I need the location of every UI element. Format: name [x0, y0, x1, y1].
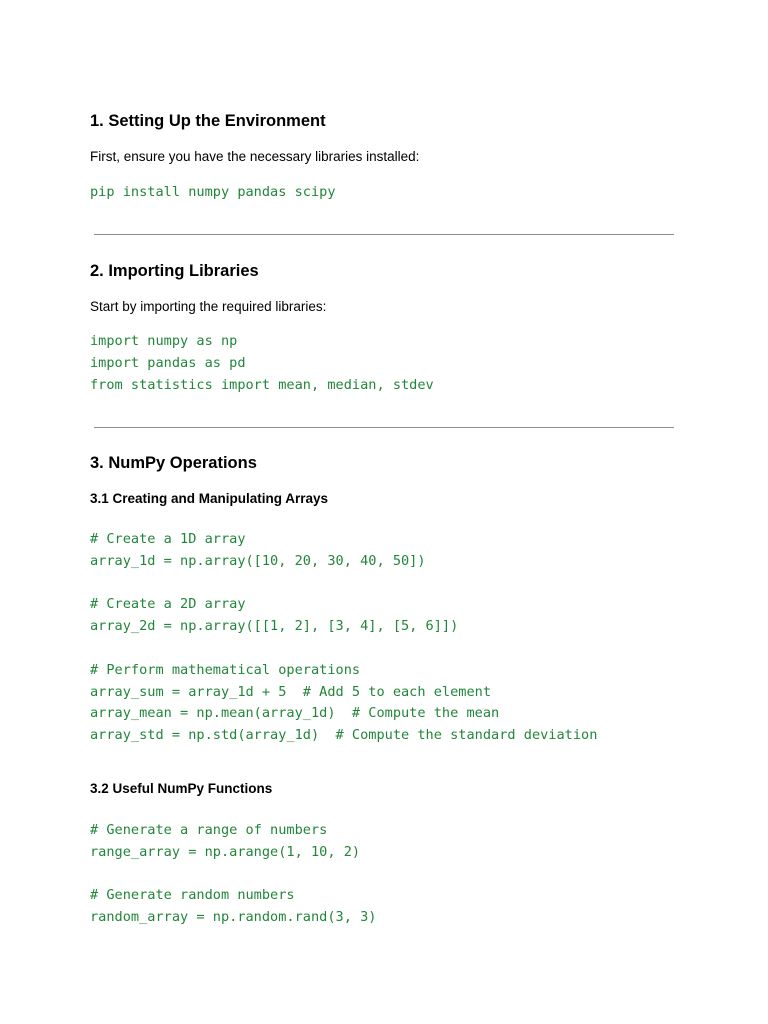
code-block-functions: [90, 820, 376, 929]
code-line: # Perform mathematical operations: [90, 661, 361, 678]
code-line: array_mean = np.mean(array_1d) # Compute the mean: [90, 705, 500, 722]
section-divider: [94, 234, 674, 235]
code-line: [90, 864, 376, 886]
subsection-heading-arrays: 3.1 Creating and Manipulating Arrays: [90, 491, 329, 506]
code-line: import numpy as np: [90, 333, 238, 349]
code-line: [90, 573, 597, 595]
section-heading-imports: 2. Importing Libraries: [90, 262, 259, 280]
code-block-imports: [90, 331, 434, 396]
code-line: array_1d = np.array([10, 20, 30, 40, 50]): [90, 552, 426, 569]
code-line: [90, 638, 597, 660]
code-block-arrays: [90, 529, 597, 747]
code-line: # Create a 2D array: [90, 596, 246, 613]
section-divider: [94, 427, 674, 428]
code-line: pip install numpy pandas scipy: [90, 184, 336, 200]
section-text-setup: First, ensure you have the necessary libraries installed:: [90, 149, 420, 164]
code-line: array_2d = np.array([[1, 2], [3, 4], [5, 6]]): [90, 618, 459, 635]
section-text-imports: Start by importing the required libraries:: [90, 299, 327, 314]
code-line: array_sum = array_1d + 5 # Add 5 to each element: [90, 683, 492, 700]
subsection-heading-functions: 3.2 Useful NumPy Functions: [90, 781, 273, 796]
code-block-install: [90, 182, 336, 204]
code-line: array_std = np.std(array_1d) # Compute the standard deviation: [90, 727, 598, 744]
code-line: range_array = np.arange(1, 10, 2): [90, 843, 361, 860]
code-line: # Generate a range of numbers: [90, 822, 328, 838]
code-line: import pandas as pd: [90, 354, 246, 371]
code-line: # Create a 1D array: [90, 531, 246, 547]
code-line: from statistics import mean, median, stdev: [90, 376, 434, 393]
code-line: # Generate random numbers: [90, 887, 295, 904]
section-heading-numpy: 3. NumPy Operations: [90, 454, 257, 472]
code-line: random_array = np.random.rand(3, 3): [90, 909, 377, 926]
section-heading-setup: 1. Setting Up the Environment: [90, 112, 326, 130]
